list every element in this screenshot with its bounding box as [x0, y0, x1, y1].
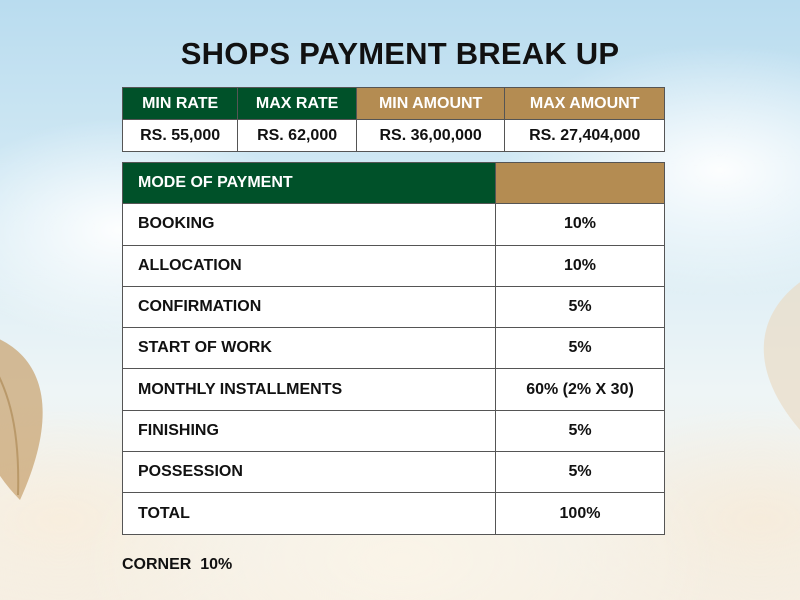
row-value: 10% — [496, 204, 665, 245]
table-row — [123, 286, 665, 327]
table-row-total — [123, 493, 665, 534]
total-label: TOTAL — [123, 493, 496, 534]
max-rate-header: MAX RATE — [238, 88, 357, 120]
max-rate-value: RS. 62,000 — [238, 120, 357, 152]
min-rate-value: RS. 55,000 — [123, 120, 238, 152]
row-value: 10% — [496, 245, 665, 286]
corner-label: CORNER — [122, 556, 192, 573]
row-value: 5% — [496, 410, 665, 451]
table-row — [123, 245, 665, 286]
total-value: 100% — [496, 493, 665, 534]
max-amount-value: RS. 27,404,000 — [505, 120, 665, 152]
row-label: MONTHLY INSTALLMENTS — [123, 369, 496, 410]
row-value: 5% — [496, 452, 665, 493]
max-amount-header: MAX AMOUNT — [505, 88, 665, 120]
corner-note — [122, 556, 232, 574]
leaf-decoration-right — [740, 260, 800, 440]
rates-value-row — [123, 120, 665, 152]
table-row — [123, 328, 665, 369]
min-rate-header: MIN RATE — [123, 88, 238, 120]
payment-header-row — [123, 163, 665, 204]
row-label: ALLOCATION — [123, 245, 496, 286]
row-value: 5% — [496, 328, 665, 369]
row-label: BOOKING — [123, 204, 496, 245]
min-amount-value: RS. 36,00,000 — [356, 120, 504, 152]
row-label: START OF WORK — [123, 328, 496, 369]
payment-table — [122, 162, 665, 535]
row-label: POSSESSION — [123, 452, 496, 493]
table-row — [123, 410, 665, 451]
table-row — [123, 369, 665, 410]
mode-of-payment-header-accent — [496, 163, 665, 204]
table-row — [123, 204, 665, 245]
row-value: 60% (2% X 30) — [496, 369, 665, 410]
page-title: SHOPS PAYMENT BREAK UP — [180, 36, 620, 71]
mode-of-payment-header: MODE OF PAYMENT — [123, 163, 496, 204]
table-row — [123, 452, 665, 493]
row-value: 5% — [496, 286, 665, 327]
min-amount-header: MIN AMOUNT — [356, 88, 504, 120]
leaf-decoration-left — [0, 310, 70, 510]
corner-value: 10% — [200, 556, 233, 573]
rates-header-row — [123, 88, 665, 120]
rates-table — [122, 87, 665, 152]
row-label: FINISHING — [123, 410, 496, 451]
row-label: CONFIRMATION — [123, 286, 496, 327]
